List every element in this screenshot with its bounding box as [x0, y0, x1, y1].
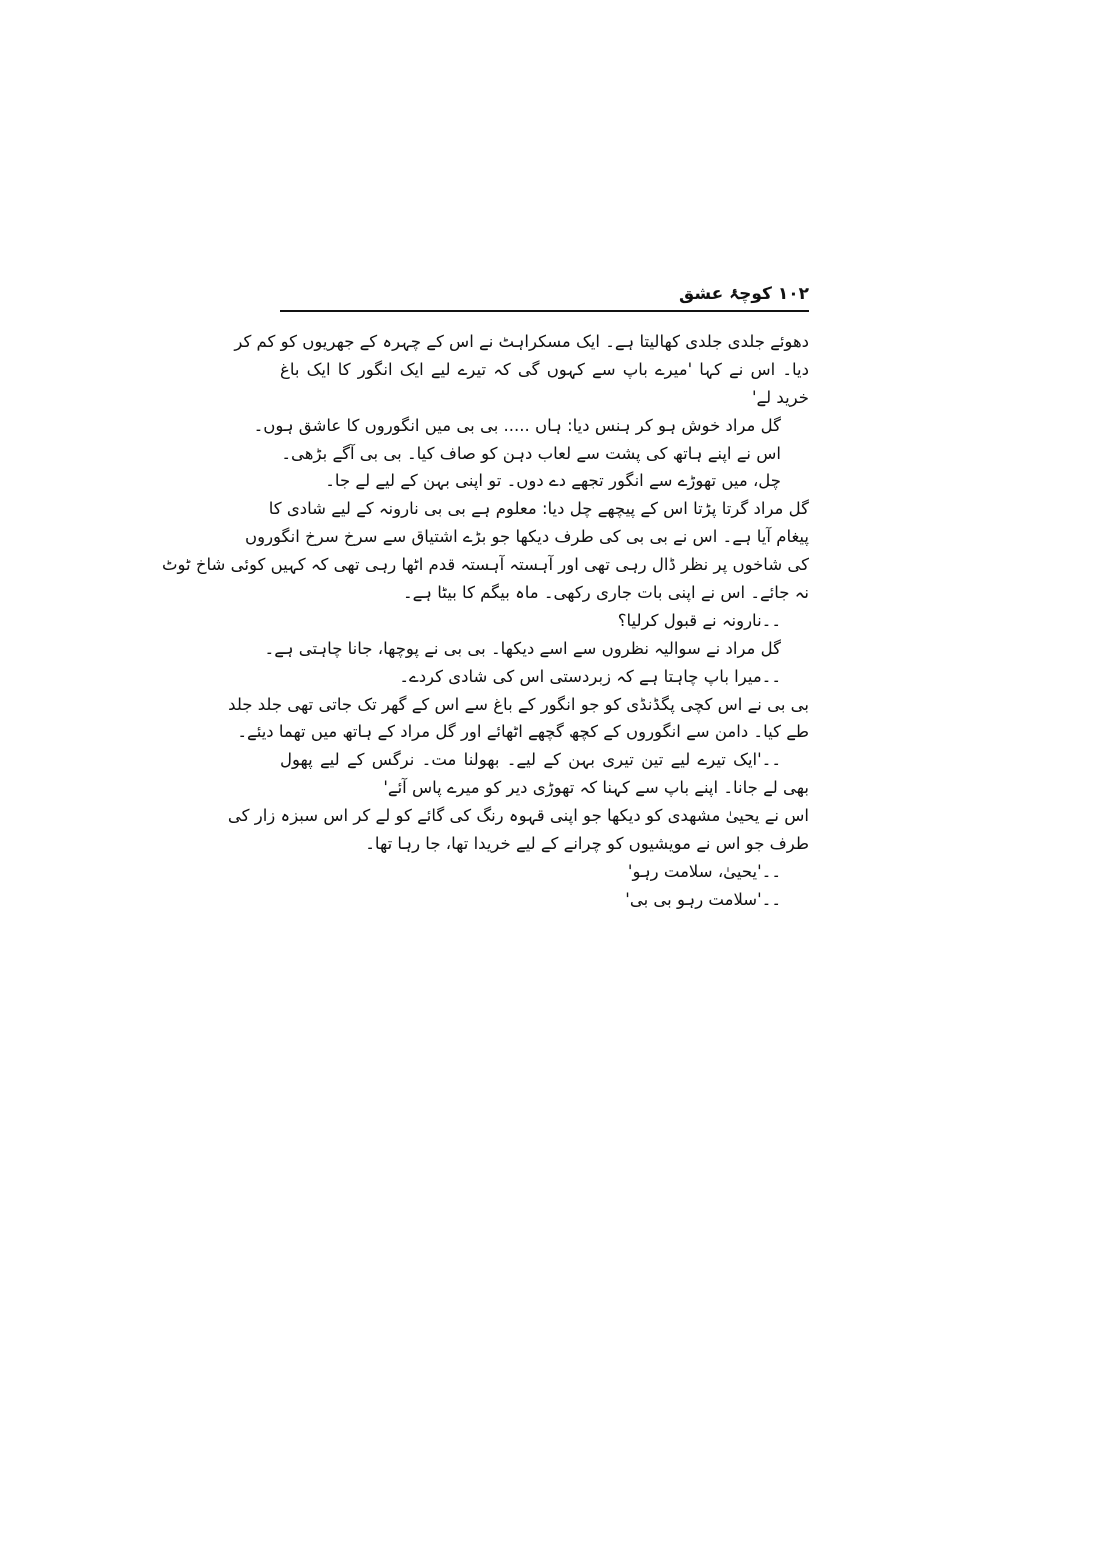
text-line: اس نے اپنے ہاتھ کی پشت سے لعاب دہن کو صاف کیا۔ بی بی آگے بڑھی۔ [281, 443, 781, 463]
text-line: ۔۔نارونہ نے قبول کرلیا؟ [617, 610, 781, 630]
text-line: بھی لے جانا۔ اپنے باپ سے کہنا کہ تھوڑی دیر کو میرے پاس آئے' [383, 778, 809, 798]
text-line: طے کیا۔ دامن سے انگوروں کے کچھ گچھے اٹھائے اور گل مراد کے ہاتھ میں تھما دیئے۔ [237, 722, 809, 742]
text-line: ۔۔میرا باپ چاہتا ہے کہ زبردستی اس کی شادی کردے۔ [399, 666, 781, 686]
text-line: بی بی نے اس کچی پگڈنڈی کو جو انگور کے باغ سے اس کے گھر تک جاتی تھی جلد جلد [228, 694, 809, 714]
text-line: گل مراد گرتا پڑتا اس کے پیچھے چل دیا: معلوم ہے بی بی نارونہ کے لیے شادی کا [268, 499, 809, 519]
text-line: ۔۔'ایک تیرے لیے تین تیری بہن کے لیے۔ بھولنا مت۔ نرگس کے لیے پھول [280, 750, 781, 770]
book-title: کوچۂ عشق [679, 284, 772, 304]
text-line: گل مراد خوش ہو کر ہنس دیا: ہاں ..... بی بی میں انگوروں کا عاشق ہوں۔ [253, 415, 781, 435]
header-rule [280, 310, 809, 312]
text-line: ۔۔'سلامت رہو بی بی' [625, 889, 781, 909]
text-line: گل مراد نے سوالیہ نظروں سے اسے دیکھا۔ بی بی نے پوچھا، جانا چاہتی ہے۔ [264, 638, 781, 658]
text-line: خرید لے' [751, 387, 809, 407]
text-line: طرف جو اس نے مویشیوں کو چرانے کے لیے خریدا تھا، جا رہا تھا۔ [365, 834, 809, 854]
body-text [161, 328, 809, 914]
text-line: چل، میں تھوڑے سے انگور تجھے دے دوں۔ تو اپنی بہن کے لیے لے جا۔ [325, 471, 781, 491]
text-line: نہ جائے۔ اس نے اپنی بات جاری رکھی۔ ماہ بیگم کا بیٹا ہے۔ [402, 583, 809, 603]
text-line: ۔۔'یحییٰ، سلامت رہو' [627, 861, 781, 881]
page-number: ۱۰۲ [777, 284, 809, 304]
text-line: دھوئے جلدی جلدی کھالیتا ہے۔ ایک مسکراہٹ نے اس کے چہرہ کے جھریوں کو کم کر [234, 332, 809, 351]
text-line: پیغام آیا ہے۔ اس نے بی بی کی طرف دیکھا جو بڑے اشتیاق سے سرخ سرخ انگوروں [244, 527, 809, 547]
text-line: کی شاخوں پر نظر ڈال رہی تھی اور آہستہ آہستہ قدم اٹھا رہی تھی کہ کہیں کوئی شاخ ٹوٹ [161, 555, 809, 575]
running-header [280, 283, 809, 305]
text-line: اس نے یحییٰ مشھدی کو دیکھا جو اپنی قہوہ رنگ کی گائے کو لے کر اس سبزہ زار کی [227, 806, 809, 826]
text-line: دیا۔ اس نے کہا 'میرے باپ سے کہوں گی کہ تیرے لیے ایک انگور کا ایک باغ [280, 359, 809, 379]
